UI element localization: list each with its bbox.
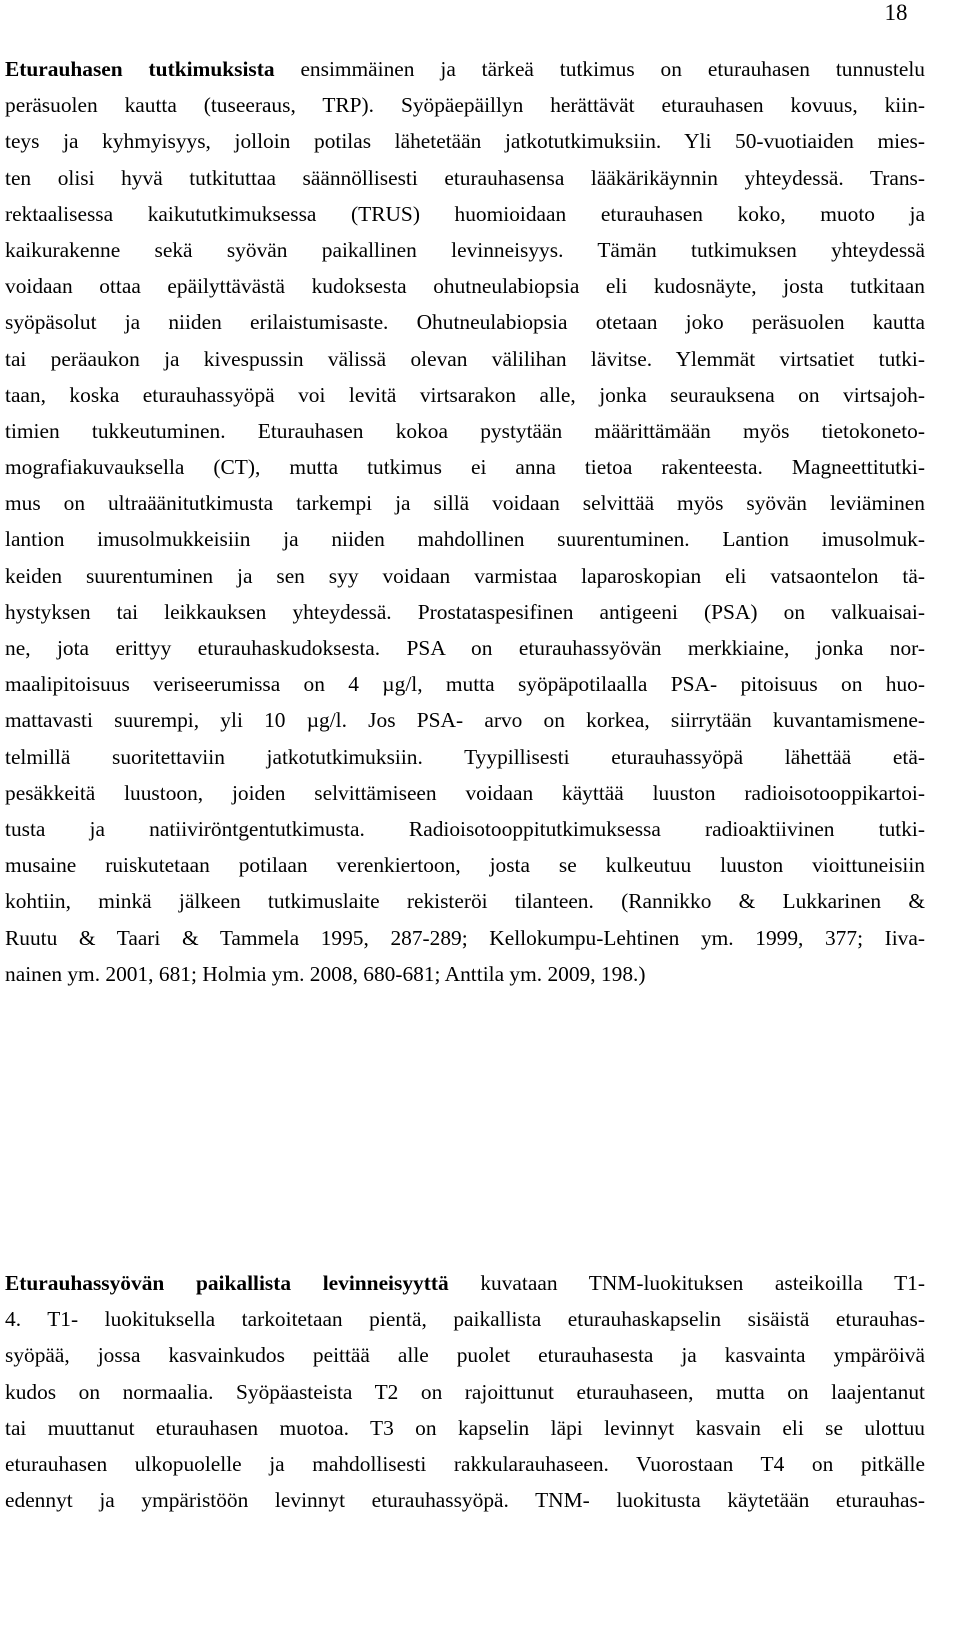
paragraph-line: kohtiin, minkä jälkeen tutkimuslaite rekisteröi tilanteen. (Rannikko & Lukkarinen & xyxy=(5,889,925,914)
paragraph-line: musaine ruiskutetaan potilaan verenkiertoon, josta se kulkeutuu luuston vioittuneisiin xyxy=(5,853,925,878)
paragraph-line: pesäkkeitä luustoon, joiden selvittämiseen voidaan käyttää luuston radioisotooppikartoi- xyxy=(5,780,925,805)
paragraph-line-text: ensimmäinen ja tärkeä tutkimus on eturauhasen tunnustelu xyxy=(274,57,925,81)
paragraph-line: taan, koska eturauhassyöpä voi levitä virtsarakon alle, jonka seurauksena on virtsajoh- xyxy=(5,382,925,407)
paragraph-line: mattavasti suurempi, yli 10 µg/l. Jos PSA- arvo on korkea, siirrytään kuvantamismene- xyxy=(5,708,925,733)
paragraph-line-text: kuvataan TNM-luokituksen asteikoilla T1- xyxy=(448,1271,925,1295)
paragraph-line: eturauhasen ulkopuolelle ja mahdollisesti rakkularauhaseen. Vuorostaan T4 on pitkälle xyxy=(5,1451,925,1476)
page-number: 18 xyxy=(884,0,908,25)
paragraph-line-last: nainen ym. 2001, 681; Holmia ym. 2008, 680-681; Anttila ym. 2009, 198.) xyxy=(5,961,646,986)
paragraph-line: ten olisi hyvä tutkituttaa säännöllisesti eturauhasensa lääkärikäynnin yhteydessä. Trans- xyxy=(5,165,925,190)
paragraph-line: keiden suurentuminen ja sen syy voidaan varmistaa laparoskopian eli vatsaontelon tä- xyxy=(5,563,925,588)
paragraph-line: peräsuolen kautta (tuseeraus, TRP). Syöpäepäillyn herättävät eturauhasen kovuus, kiin- xyxy=(5,93,925,118)
paragraph-line: hystyksen tai leikkauksen yhteydessä. Prostataspesifinen antigeeni (PSA) on valkuaisai- xyxy=(5,599,925,624)
paragraph-line: 4. T1- luokituksella tarkoitetaan pientä, paikallista eturauhaskapselin sisäistä eturauhas- xyxy=(5,1307,925,1332)
paragraph-line: kaikurakenne sekä syövän paikallinen levinneisyys. Tämän tutkimuksen yhteydessä xyxy=(5,237,925,262)
paragraph-local-spread xyxy=(5,1265,925,1518)
paragraph-line: lantion imusolmukkeisiin ja niiden mahdollinen suurentuminen. Lantion imusolmuk- xyxy=(5,527,925,552)
paragraph-line xyxy=(5,51,925,87)
paragraph-line: syöpäsolut ja niiden erilaistumisaste. Ohutneulabiopsia otetaan joko peräsuolen kautta xyxy=(5,310,925,335)
paragraph-line: mus on ultraäänitutkimusta tarkempi ja sillä voidaan selvittää myös syövän leviäminen xyxy=(5,491,925,516)
paragraph-line: edennyt ja ympäristöön levinnyt eturauhassyöpä. TNM- luokitusta käytetään eturauhas- xyxy=(5,1488,925,1513)
paragraph-line: maalipitoisuus veriseerumissa on 4 µg/l, mutta syöpäpotilaalla PSA- pitoisuus on huo- xyxy=(5,672,925,697)
paragraph-line: ne, jota erittyy eturauhaskudoksesta. PSA on eturauhassyövän merkkiaine, jonka nor- xyxy=(5,636,925,660)
paragraph-line: teys ja kyhmyisyys, jolloin potilas lähetetään jatkotutkimuksiin. Yli 50-vuotiaiden mies- xyxy=(5,129,925,154)
paragraph-line: voidaan ottaa epäilyttävästä kudoksesta ohutneulabiopsia eli kudosnäyte, josta tutkitaan xyxy=(5,274,925,299)
paragraph-lead-bold: Eturauhasen tutkimuksista xyxy=(5,57,275,81)
paragraph-lead-bold: Eturauhassyövän paikallista levinneisyyttä xyxy=(5,1271,449,1295)
paragraph-line: telmillä suoritettaviin jatkotutkimuksiin. Tyypillisesti eturauhassyöpä lähettää etä- xyxy=(5,744,925,769)
paragraph-line xyxy=(5,1265,925,1301)
paragraph-prostate-examinations xyxy=(5,51,925,992)
paragraph-line: syöpää, jossa kasvainkudos peittää alle puolet eturauhasesta ja kasvainta ympäröivä xyxy=(5,1343,925,1368)
paragraph-line: tai muuttanut eturauhasen muotoa. T3 on kapselin läpi levinnyt kasvain eli se ulottuu xyxy=(5,1415,925,1440)
paragraph-line: tusta ja natiiviröntgentutkimusta. Radioisotooppitutkimuksessa radioaktiivinen tutki- xyxy=(5,816,925,841)
paragraph-line: mografiakuvauksella (CT), mutta tutkimus ei anna tietoa rakenteesta. Magneettitutki- xyxy=(5,455,925,480)
paragraph-line: timien tukkeutuminen. Eturauhasen kokoa pystytään määrittämään myös tietokoneto- xyxy=(5,418,925,443)
paragraph-line: rektaalisessa kaikututkimuksessa (TRUS) huomioidaan eturauhasen koko, muoto ja xyxy=(5,201,925,226)
paragraph-line: tai peräaukon ja kivespussin välissä olevan välilihan lävitse. Ylemmät virtsatiet tutki- xyxy=(5,346,925,371)
paragraph-line: kudos on normaalia. Syöpäasteista T2 on rajoittunut eturauhaseen, mutta on laajentanut xyxy=(5,1379,925,1404)
paragraph-line: Ruutu & Taari & Tammela 1995, 287-289; Kellokumpu-Lehtinen ym. 1999, 377; Iiva- xyxy=(5,925,925,950)
